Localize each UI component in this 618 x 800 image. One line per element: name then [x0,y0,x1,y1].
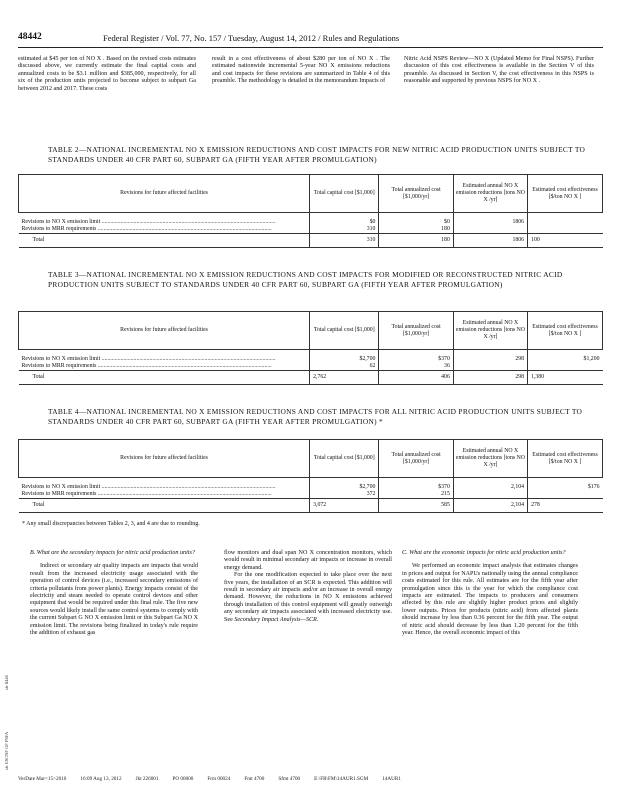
table4 [18,439,603,513]
intro-col-2 [212,56,390,86]
cell: 278 [528,499,603,513]
footer-item: Sfmt 4700 [278,776,301,782]
cell: 2,762 [310,371,379,385]
cell: $2,700 [310,478,379,492]
cell: 36 [379,363,453,371]
table3-col-header: Total capital cost [$1,000] [310,312,379,350]
section-b-heading: B. What are the secondary impacts for nitric acid production units? [30,550,195,556]
table-row [19,478,603,492]
table2-col-header: Revisions for future affected facilities [19,175,310,213]
cell: $0 [379,213,453,227]
row-label: Revisions to MRR requirements ........................................................................................................................ [21,491,272,497]
total-label: Total [19,234,310,248]
side-margin-text-2: sfr ESCNF GF PSFA [4,731,9,770]
cell: 406 [379,371,453,385]
cell: 100 [528,234,603,248]
table4-title: TABLE 4—NATIONAL INCREMENTAL NO X EMISSION REDUCTIONS AND COST IMPACTS FOR ALL NITRIC ACID PRODUCTION UNITS SUBJECT TO STANDARDS UNDER 40 CFR PART 60, SUBPART GA (FIFTH YEAR AFTER PROMULGATION) * [48,407,583,426]
table2 [18,174,603,248]
middle-paragraph-2-text: For the one modification expected to take place over the next five years, the installation of an SCR is expected. This addition will result in secondary air impacts and/or an increase in overall energy demand. However, the reductions in NO X emissions achieved through installation of this control equipment will greatly outweigh any secondary air impacts associated with increased electricity use. See [224,572,392,623]
footer-item: PO 00000 [172,776,194,782]
side-margin-text-1: sfr 8446 [4,675,9,690]
cell: 62 [310,363,379,371]
section-c [402,550,578,637]
running-head: Federal Register / Vol. 77, No. 157 / Tuesday, August 14, 2012 / Rules and Regulations [103,33,400,43]
cell: 372 [310,491,379,499]
table3-col-header: Revisions for future affected facilities [19,312,310,350]
middle-paragraph-2 [224,572,392,624]
cell: 298 [453,350,527,364]
header-rule [18,47,603,48]
table4-col-header: Estimated annual NO X emission reductions [tons NO X /yr] [453,440,527,478]
cell: $2,700 [310,350,379,364]
table-total-row [19,371,603,385]
table4-col-header: Total capital cost [$1,000] [310,440,379,478]
row-label: Revisions to NO X emission limit ........................................................................................................................ [21,219,276,225]
table4-col-header: Revisions for future affected facilities [19,440,310,478]
footer-item: VerDate Mar<15>2010 [18,776,67,782]
table-total-row [19,499,603,513]
page-number: 48442 [18,32,42,42]
intro-col-1 [18,56,196,93]
footer-item: E:\FR\FM\14AUR1.SGM [314,776,369,782]
table-row [19,226,603,234]
cell: $1,200 [528,350,603,364]
cell: $0 [310,213,379,227]
cell [453,226,527,234]
footer-item: Jkt 226001 [135,776,159,782]
cell: 585 [379,499,453,513]
table-row [19,213,603,227]
table-row [19,491,603,499]
table3 [18,311,603,385]
running-header [18,32,603,46]
table2-title: TABLE 2—NATIONAL INCREMENTAL NO X EMISSION REDUCTIONS AND COST IMPACTS FOR NEW NITRIC ACID PRODUCTION UNITS SUBJECT TO STANDARDS UNDER 40 CFR PART 60, SUBPART GA (FIFTH YEAR AFTER PROMULGATION) [48,145,586,164]
cell: $176 [528,478,603,492]
footer-item: Frm 00024 [207,776,231,782]
row-label: Revisions to MRR requirements ........................................................................................................................ [21,226,272,232]
table3-title: TABLE 3—NATIONAL INCREMENTAL NO X EMISSION REDUCTIONS AND COST IMPACTS FOR MODIFIED OR RECONSTRUCTED NITRIC ACID PRODUCTION UNITS SUBJECT TO STANDARDS UNDER 40 CFR PART 60, SUBPART GA (FIFTH YEAR AFTER PROMULGATION) [48,270,563,289]
section-c-paragraph: We performed an economic impact analysis that estimates changes in prices and output for NAPUs nationally using the annual compliance costs estimated for this rule. All estimates are for the fifth year after promulgation since this is the year for which the compliance cost impacts are estimated. The impacts to producers and consumers affected by this rule are slightly higher product prices and slightly lower outputs. Prices for products (nitric acid) from affected plants should increase by less than 0.36 percent for the fifth year. The output of nitric acid should decrease by less than 1.20 percent for the fifth year. Hence, the overall economic impact of this [402,563,578,637]
intro-col-3-text: Nitric Acid NSPS Review—NO X (Updated Memo for Final NSPS). Further discussion of this cost effectiveness is available in the Section V of this preamble. As discussed in Section V, the cost effectiveness in this NSPS is reasonable and supported by previous NSPS for NO X . [404,56,594,85]
cell [453,491,527,499]
cell: 2,104 [453,478,527,492]
cell: 1806 [453,234,527,248]
table2-col-header: Total capital cost [$1,000] [310,175,379,213]
table-row [19,363,603,371]
cell [528,213,603,227]
cell [528,491,603,499]
intro-col-2-text: result in a cost effectiveness of about $280 per ton of NO X . The estimated nationwide incremental 5-year NO X emissions reductions and cost impacts for these revisions are summarized in Table 4 of this preamble. The methodology is detailed in the memorandum Impacts of [212,56,390,85]
intro-col-3 [404,56,594,86]
footer-item: 14AUR1 [382,776,401,782]
cell: 215 [379,491,453,499]
row-label: Revisions to NO X emission limit ........................................................................................................................ [21,484,276,490]
footer-item: Fmt 4700 [244,776,265,782]
cell: 1806 [453,213,527,227]
table-total-row [19,234,603,248]
cell: $370 [379,350,453,364]
footer-item: 16:09 Aug 13, 2012 [80,776,122,782]
section-b-paragraph: Indirect or secondary air quality impacts are impacts that would result from the increased electricity usage associated with the operation of control devices (i.e., increased secondary emissions of criteria pollutants from power plants). Energy impacts consist of the electricity and steam needed to operate control devices and other equipment that would be required under this final rule. The five new sources would likely install the same control systems to comply with the current Subpart G NO X emission limit or this Subpart Ga NO X emission limit. The revisions being finalized in today's rule require the addition of exhaust gas [30,563,198,637]
cell: 1,380 [528,371,603,385]
table2-col-header: Total annualized cost [$1,000/yr] [379,175,453,213]
table4-footnote: * Any small discrepancies between Tables 2, 3, and 4 are due to rounding. [22,521,200,527]
total-label: Total [19,371,310,385]
middle-paragraph-1: flow monitors and dual span NO X concentration monitors, which would result in minimal secondary air impacts or increase in overall energy demand. [224,550,392,571]
cell: $370 [379,478,453,492]
cell [528,363,603,371]
cell: 180 [379,234,453,248]
cell: 310 [310,226,379,234]
cell: 3,072 [310,499,379,513]
cell [453,363,527,371]
print-footer [18,776,603,782]
table2-col-header: Estimated cost effectiveness [$/ton NO X ] [528,175,603,213]
table3-col-header: Estimated cost effectiveness [$/ton NO X ] [528,312,603,350]
middle-paragraph-2-italic: Secondary Impact Analysis—SCR. [234,616,319,623]
table-row [19,350,603,364]
row-label: Revisions to NO X emission limit ........................................................................................................................ [21,356,276,362]
table4-col-header: Estimated cost effectiveness [$/ton NO X ] [528,440,603,478]
table3-col-header: Total annualized cost [$1,000/yr] [379,312,453,350]
row-label: Revisions to MRR requirements ........................................................................................................................ [21,363,272,369]
table2-col-header: Estimated annual NO X emission reductions [tons NO X /yr] [453,175,527,213]
table4-col-header: Total annualized cost [$1,000/yr] [379,440,453,478]
total-label: Total [19,499,310,513]
section-b [30,550,198,637]
cell: 180 [379,226,453,234]
intro-col-1-text: estimated at $45 per ton of NO X . Based on the revised costs estimates discussed above, we currently estimate the final capital costs and annualized costs to be $3.1 million and $385,000, respectively, for all six of the production units projected to become subject to subpart Ga between 2012 and 2017. These costs [18,56,196,92]
cell: 2,104 [453,499,527,513]
table3-col-header: Estimated annual NO X emission reductions [tons NO X /yr] [453,312,527,350]
section-c-heading: C. What are the economic impacts for nitric acid production units? [402,550,566,556]
cell: 298 [453,371,527,385]
cell: 310 [310,234,379,248]
cell [528,226,603,234]
middle-column [224,550,392,624]
